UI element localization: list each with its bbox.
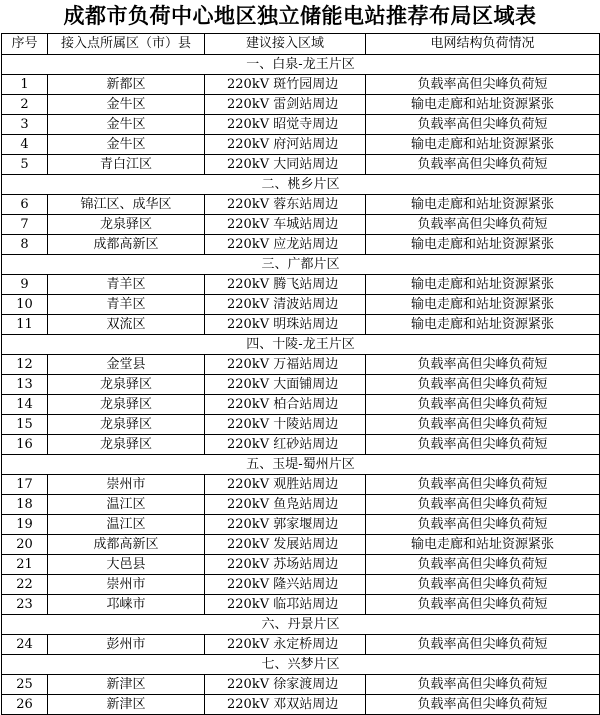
row-number: 19	[2, 515, 48, 535]
section-row	[2, 615, 600, 635]
row-number: 17	[2, 475, 48, 495]
row-district: 龙泉驿区	[48, 395, 205, 415]
table-row	[2, 675, 600, 695]
row-number: 26	[2, 695, 48, 715]
row-district: 温江区	[48, 495, 205, 515]
row-number: 20	[2, 535, 48, 555]
row-area: 220kV 斑竹园周边	[205, 75, 366, 95]
row-area: 220kV 大同站周边	[205, 155, 366, 175]
section-row	[2, 255, 600, 275]
row-number: 24	[2, 635, 48, 655]
row-status: 输电走廊和站址资源紧张	[366, 275, 600, 295]
row-status: 输电走廊和站址资源紧张	[366, 535, 600, 555]
section-title: 六、丹景片区	[2, 615, 600, 635]
row-area: 220kV 腾飞站周边	[205, 275, 366, 295]
table-row	[2, 235, 600, 255]
row-status: 负载率高但尖峰负荷短	[366, 595, 600, 615]
row-status: 负载率高但尖峰负荷短	[366, 575, 600, 595]
row-district: 龙泉驿区	[48, 415, 205, 435]
row-area: 220kV 雷剑站周边	[205, 95, 366, 115]
row-status: 负载率高但尖峰负荷短	[366, 115, 600, 135]
section-title: 三、广都片区	[2, 255, 600, 275]
table-row	[2, 315, 600, 335]
table-row	[2, 395, 600, 415]
row-number: 25	[2, 675, 48, 695]
row-number: 8	[2, 235, 48, 255]
row-district: 温江区	[48, 515, 205, 535]
row-district: 龙泉驿区	[48, 375, 205, 395]
row-status: 输电走廊和站址资源紧张	[366, 315, 600, 335]
table-row	[2, 275, 600, 295]
table-row	[2, 115, 600, 135]
row-district: 大邑县	[48, 555, 205, 575]
row-area: 220kV 发展站周边	[205, 535, 366, 555]
row-area: 220kV 昭觉寺周边	[205, 115, 366, 135]
row-number: 7	[2, 215, 48, 235]
row-status: 负载率高但尖峰负荷短	[366, 675, 600, 695]
row-district: 青羊区	[48, 295, 205, 315]
row-area: 220kV 红砂站周边	[205, 435, 366, 455]
table-row	[2, 195, 600, 215]
header-row	[2, 34, 600, 55]
table-row	[2, 575, 600, 595]
table-row	[2, 415, 600, 435]
table-row	[2, 375, 600, 395]
row-status: 负载率高但尖峰负荷短	[366, 435, 600, 455]
row-status: 负载率高但尖峰负荷短	[366, 495, 600, 515]
row-status: 负载率高但尖峰负荷短	[366, 75, 600, 95]
table-row	[2, 95, 600, 115]
row-status: 负载率高但尖峰负荷短	[366, 215, 600, 235]
table-row	[2, 355, 600, 375]
table-row	[2, 155, 600, 175]
row-number: 4	[2, 135, 48, 155]
table-row	[2, 635, 600, 655]
row-area: 220kV 苏场站周边	[205, 555, 366, 575]
table-row	[2, 595, 600, 615]
row-number: 10	[2, 295, 48, 315]
row-area: 220kV 临邛站周边	[205, 595, 366, 615]
table-row	[2, 555, 600, 575]
table-row	[2, 135, 600, 155]
header-status: 电网结构负荷情况	[366, 34, 600, 55]
row-area: 220kV 应龙站周边	[205, 235, 366, 255]
table-row	[2, 535, 600, 555]
section-title: 四、十陵-龙王片区	[2, 335, 600, 355]
row-district: 龙泉驿区	[48, 435, 205, 455]
row-area: 220kV 郭家堰周边	[205, 515, 366, 535]
table-row	[2, 215, 600, 235]
row-number: 2	[2, 95, 48, 115]
row-number: 14	[2, 395, 48, 415]
row-number: 18	[2, 495, 48, 515]
table-row	[2, 515, 600, 535]
row-status: 输电走廊和站址资源紧张	[366, 95, 600, 115]
row-area: 220kV 永定桥周边	[205, 635, 366, 655]
row-district: 邛崃市	[48, 595, 205, 615]
row-district: 金堂县	[48, 355, 205, 375]
row-status: 输电走廊和站址资源紧张	[366, 195, 600, 215]
row-district: 青羊区	[48, 275, 205, 295]
row-district: 彭州市	[48, 635, 205, 655]
section-title: 七、兴梦片区	[2, 655, 600, 675]
table-row	[2, 75, 600, 95]
row-district: 崇州市	[48, 575, 205, 595]
row-number: 12	[2, 355, 48, 375]
header-area: 建议接入区域	[205, 34, 366, 55]
header-no: 序号	[2, 34, 48, 55]
row-district: 成都高新区	[48, 235, 205, 255]
row-area: 220kV 大面铺周边	[205, 375, 366, 395]
section-row	[2, 175, 600, 195]
row-area: 220kV 车城站周边	[205, 215, 366, 235]
row-area: 220kV 观胜站周边	[205, 475, 366, 495]
row-area: 220kV 柏合站周边	[205, 395, 366, 415]
page-title: 成都市负荷中心地区独立储能电站推荐布局区域表	[63, 4, 537, 28]
header-district: 接入点所属区（市）县	[48, 34, 205, 55]
row-district: 锦江区、成华区	[48, 195, 205, 215]
table-row	[2, 295, 600, 315]
row-area: 220kV 邓双站周边	[205, 695, 366, 715]
row-number: 21	[2, 555, 48, 575]
row-district: 龙泉驿区	[48, 215, 205, 235]
row-status: 负载率高但尖峰负荷短	[366, 375, 600, 395]
table-row	[2, 695, 600, 715]
row-district: 新津区	[48, 675, 205, 695]
row-district: 崇州市	[48, 475, 205, 495]
section-row	[2, 455, 600, 475]
row-status: 负载率高但尖峰负荷短	[366, 355, 600, 375]
table-row	[2, 495, 600, 515]
row-area: 220kV 徐家渡周边	[205, 675, 366, 695]
section-row	[2, 655, 600, 675]
table-row	[2, 475, 600, 495]
row-status: 输电走廊和站址资源紧张	[366, 135, 600, 155]
row-number: 15	[2, 415, 48, 435]
row-number: 3	[2, 115, 48, 135]
row-number: 16	[2, 435, 48, 455]
section-row	[2, 335, 600, 355]
table-row	[2, 435, 600, 455]
row-status: 负载率高但尖峰负荷短	[366, 415, 600, 435]
row-number: 1	[2, 75, 48, 95]
row-area: 220kV 隆兴站周边	[205, 575, 366, 595]
row-number: 22	[2, 575, 48, 595]
row-district: 新津区	[48, 695, 205, 715]
row-area: 220kV 万福站周边	[205, 355, 366, 375]
row-district: 金牛区	[48, 95, 205, 115]
row-area: 220kV 明珠站周边	[205, 315, 366, 335]
row-district: 新都区	[48, 75, 205, 95]
row-district: 青白江区	[48, 155, 205, 175]
row-district: 金牛区	[48, 115, 205, 135]
section-title: 一、白泉-龙王片区	[2, 55, 600, 75]
row-status: 输电走廊和站址资源紧张	[366, 235, 600, 255]
row-area: 220kV 府河站周边	[205, 135, 366, 155]
row-status: 负载率高但尖峰负荷短	[366, 155, 600, 175]
section-row	[2, 55, 600, 75]
row-district: 成都高新区	[48, 535, 205, 555]
row-status: 输电走廊和站址资源紧张	[366, 295, 600, 315]
row-district: 金牛区	[48, 135, 205, 155]
row-status: 负载率高但尖峰负荷短	[366, 515, 600, 535]
row-number: 9	[2, 275, 48, 295]
row-number: 11	[2, 315, 48, 335]
row-status: 负载率高但尖峰负荷短	[366, 475, 600, 495]
row-status: 负载率高但尖峰负荷短	[366, 635, 600, 655]
row-number: 6	[2, 195, 48, 215]
section-title: 二、桃乡片区	[2, 175, 600, 195]
section-title: 五、玉堤-蜀州片区	[2, 455, 600, 475]
row-number: 23	[2, 595, 48, 615]
row-status: 负载率高但尖峰负荷短	[366, 695, 600, 715]
row-area: 220kV 鱼凫站周边	[205, 495, 366, 515]
row-area: 220kV 蓉东站周边	[205, 195, 366, 215]
row-district: 双流区	[48, 315, 205, 335]
row-status: 负载率高但尖峰负荷短	[366, 555, 600, 575]
row-number: 13	[2, 375, 48, 395]
row-area: 220kV 清波站周边	[205, 295, 366, 315]
row-status: 负载率高但尖峰负荷短	[366, 395, 600, 415]
layout-table	[1, 33, 600, 715]
row-area: 220kV 十陵站周边	[205, 415, 366, 435]
row-number: 5	[2, 155, 48, 175]
